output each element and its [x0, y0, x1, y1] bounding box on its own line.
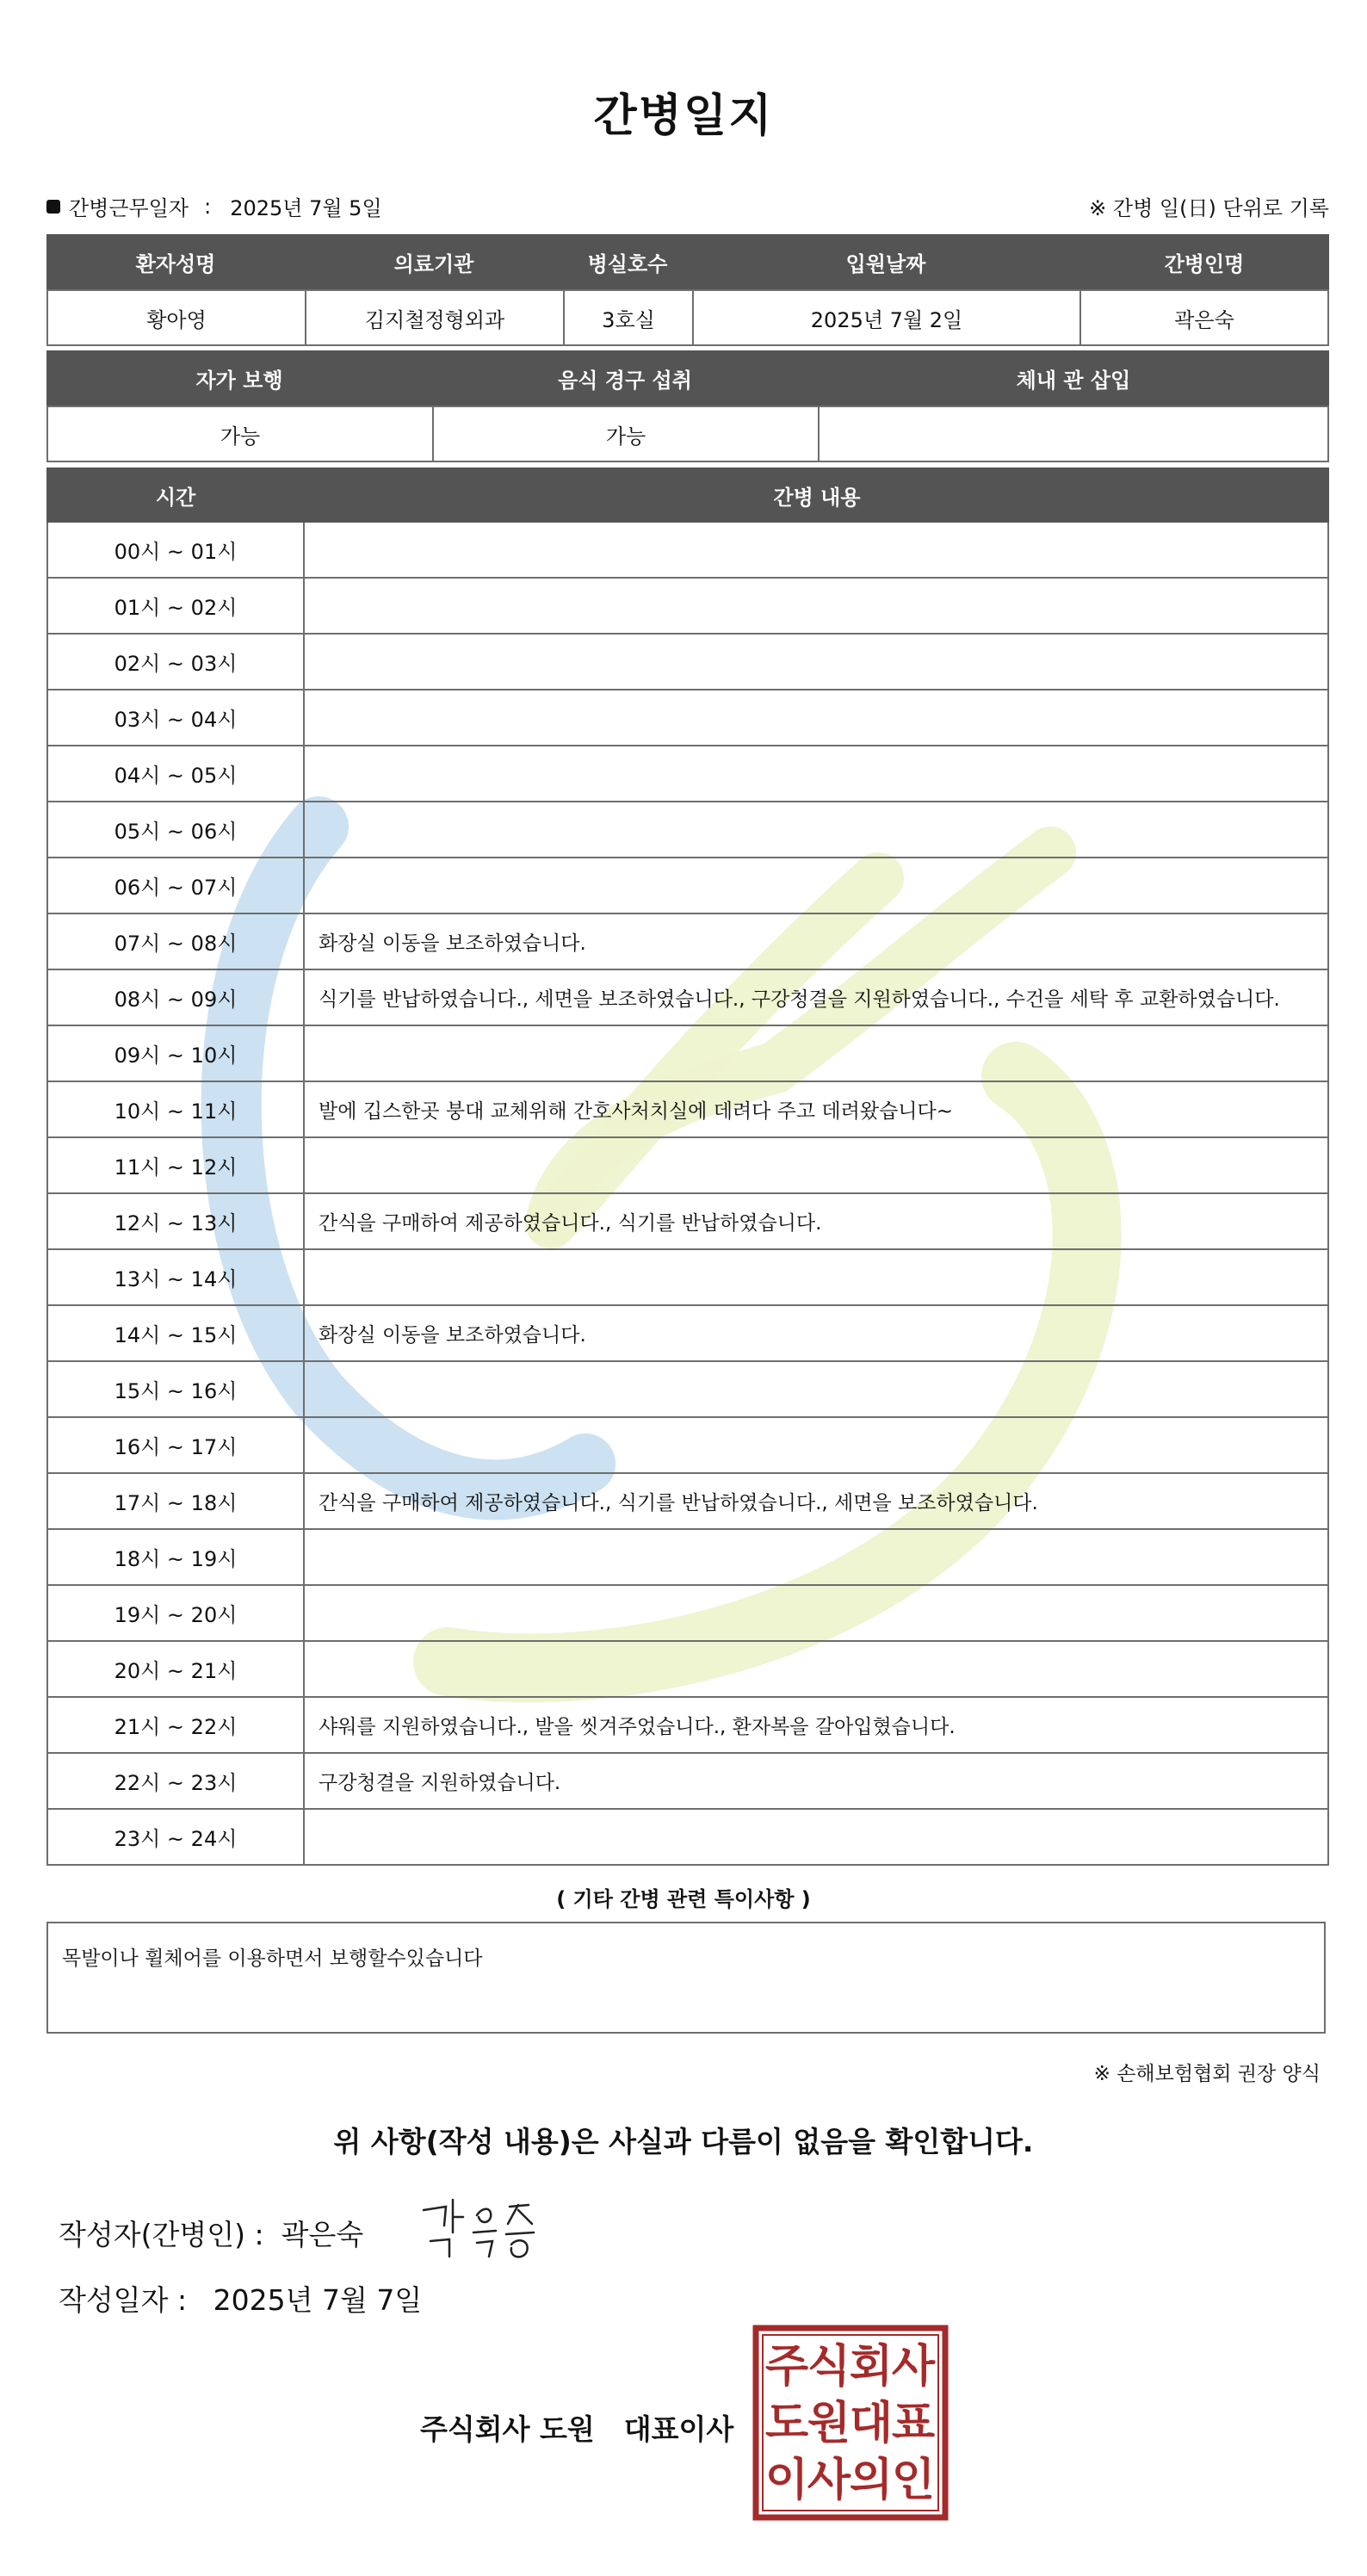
header-time: 시간: [46, 468, 305, 523]
care-content: [305, 690, 1329, 746]
time-slot: 15시 ~ 16시: [46, 1362, 305, 1418]
work-date-colon: :: [204, 194, 212, 219]
body-tube-value: [818, 406, 1329, 462]
care-log-row: [46, 1026, 1329, 1082]
care-log-row: [46, 1642, 1329, 1698]
care-content: 구강청결을 지원하였습니다.: [305, 1754, 1329, 1810]
time-slot: 19시 ~ 20시: [46, 1586, 305, 1642]
seal-character: 표: [891, 2398, 936, 2449]
time-slot: 10시 ~ 11시: [46, 1082, 305, 1138]
time-slot: 09시 ~ 10시: [46, 1026, 305, 1082]
header-self-walking: 자가 보행: [46, 350, 432, 406]
time-slot: 01시 ~ 02시: [46, 579, 305, 635]
patient-ability-table: [46, 350, 1329, 462]
seal-character: 사: [807, 2455, 851, 2506]
care-content: [305, 802, 1329, 858]
notes-title: ( 기타 간병 관련 특이사항 ): [556, 1887, 811, 1911]
hospital-value: 김지철정형외과: [305, 289, 563, 346]
admission-date-value: 2025년 7월 2일: [692, 289, 1079, 346]
patient-info-value-row: [46, 289, 1329, 346]
header-body-tube: 체내 관 삽입: [818, 350, 1329, 406]
care-content: [305, 1418, 1329, 1474]
care-content: 간식을 구매하여 제공하였습니다., 식기를 반납하였습니다.: [305, 1194, 1329, 1250]
time-slot: 00시 ~ 01시: [46, 523, 305, 579]
meta-row: [46, 191, 1329, 226]
header-admission-date: 입원날짜: [692, 234, 1079, 289]
time-slot: 08시 ~ 09시: [46, 970, 305, 1026]
care-content: [305, 1586, 1329, 1642]
care-content: [305, 1138, 1329, 1194]
time-slot: 20시 ~ 21시: [46, 1642, 305, 1698]
patient-info-header-row: [46, 234, 1329, 289]
insurance-form-note: ※ 손해보험협회 권장 양식: [1093, 2063, 1321, 2085]
time-slot: 04시 ~ 05시: [46, 746, 305, 802]
seal-character: 의: [849, 2455, 894, 2506]
care-log-row: [46, 1586, 1329, 1642]
care-content: 화장실 이동을 보조하였습니다.: [305, 914, 1329, 970]
time-slot: 03시 ~ 04시: [46, 690, 305, 746]
confirmation-statement: 위 사항(작성 내용)은 사실과 다름이 없음을 확인합니다.: [333, 2125, 1034, 2158]
author-label: 작성자(간병인) :: [59, 2218, 264, 2251]
header-hospital: 의료기관: [305, 234, 563, 289]
seal-character: 대: [849, 2398, 894, 2449]
time-slot: 18시 ~ 19시: [46, 1530, 305, 1586]
writing-date-label: 작성일자 :: [59, 2283, 188, 2317]
care-content: 발에 깁스한곳 붕대 교체위해 간호사처치실에 데려다 주고 데려왔습니다~: [305, 1082, 1329, 1138]
special-notes-box: 목발이나 휠체어를 이용하면서 보행할수있습니다: [46, 1922, 1326, 2034]
care-log-row: [46, 1530, 1329, 1586]
care-content: 식기를 반납하였습니다., 세면을 보조하였습니다., 구강청결을 지원하였습니다., 수건을 세탁 후 교환하였습니다.: [305, 970, 1329, 1026]
patient-info-table: [46, 234, 1329, 346]
time-slot: 21시 ~ 22시: [46, 1698, 305, 1754]
care-log-row: [46, 970, 1329, 1026]
seal-character: 원: [807, 2398, 851, 2449]
care-log-row: [46, 579, 1329, 635]
care-log-header-row: [46, 468, 1329, 523]
care-content: [305, 579, 1329, 635]
care-content: [305, 523, 1329, 579]
care-log-row: [46, 1138, 1329, 1194]
seal-character: 사: [891, 2341, 936, 2393]
care-log-row: [46, 1810, 1329, 1866]
seal-character: 회: [849, 2341, 894, 2393]
oral-intake-value: 가능: [432, 406, 818, 462]
header-room-number: 병실호수: [563, 234, 692, 289]
bullet-square-icon: [46, 200, 60, 214]
care-log-row: [46, 1698, 1329, 1754]
time-slot: 22시 ~ 23시: [46, 1754, 305, 1810]
care-content: [305, 1026, 1329, 1082]
care-content: [305, 635, 1329, 690]
care-log-row: [46, 1754, 1329, 1810]
company-line: [420, 2407, 733, 2448]
care-content: [305, 1362, 1329, 1418]
care-log-row: [46, 1418, 1329, 1474]
care-log-row: [46, 523, 1329, 579]
ability-header-row: [46, 350, 1329, 406]
caregiver-name-value: 곽은숙: [1079, 289, 1329, 346]
care-content: [305, 1642, 1329, 1698]
care-log-row: [46, 1194, 1329, 1250]
care-log-row: [46, 1250, 1329, 1306]
time-slot: 02시 ~ 03시: [46, 635, 305, 690]
care-log-row: [46, 802, 1329, 858]
self-walking-value: 가능: [46, 406, 432, 462]
time-slot: 14시 ~ 15시: [46, 1306, 305, 1362]
time-slot: 16시 ~ 17시: [46, 1418, 305, 1474]
care-log-row: [46, 858, 1329, 914]
company-seal-stamp: [752, 2325, 949, 2521]
time-slot: 12시 ~ 13시: [46, 1194, 305, 1250]
document-title: 간병일지: [593, 90, 774, 142]
care-log-body: [46, 523, 1329, 1866]
care-log-row: [46, 746, 1329, 802]
care-log-row: [46, 690, 1329, 746]
author-name: 곽은숙: [281, 2218, 364, 2251]
work-date-label: 간병근무일자: [69, 196, 189, 220]
time-slot: 13시 ~ 14시: [46, 1250, 305, 1306]
care-log-row: [46, 1362, 1329, 1418]
room-number-value: 3호실: [563, 289, 692, 346]
seal-character: 이: [764, 2455, 809, 2506]
care-log-row: [46, 914, 1329, 970]
time-slot: 17시 ~ 18시: [46, 1474, 305, 1530]
header-care-content: 간병 내용: [305, 468, 1329, 523]
author-line: [59, 2213, 363, 2253]
time-slot: 07시 ~ 08시: [46, 914, 305, 970]
seal-character: 인: [891, 2455, 936, 2506]
care-content: [305, 1530, 1329, 1586]
care-content: 샤워를 지원하였습니다., 발을 씻겨주었습니다., 환자복을 갈아입혔습니다.: [305, 1698, 1329, 1754]
care-content: 간식을 구매하여 제공하였습니다., 식기를 반납하였습니다., 세면을 보조하였습니다.: [305, 1474, 1329, 1530]
work-date-group: [46, 191, 382, 221]
company-name: 주식회사 도원: [420, 2412, 595, 2446]
care-content: [305, 1810, 1329, 1866]
care-log-row: [46, 1474, 1329, 1530]
header-caregiver-name: 간병인명: [1079, 234, 1329, 289]
header-oral-intake: 음식 경구 섭취: [432, 350, 818, 406]
care-content: 화장실 이동을 보조하였습니다.: [305, 1306, 1329, 1362]
care-log-row: [46, 1082, 1329, 1138]
daily-record-note: ※ 간병 일(日) 단위로 기록: [1089, 196, 1329, 220]
time-slot: 23시 ~ 24시: [46, 1810, 305, 1866]
ability-value-row: [46, 406, 1329, 462]
care-content: [305, 746, 1329, 802]
work-date-value: 2025년 7월 5일: [230, 196, 382, 220]
seal-character: 주: [764, 2341, 809, 2393]
seal-character: 도: [764, 2398, 809, 2449]
time-slot: 05시 ~ 06시: [46, 802, 305, 858]
seal-character: 식: [807, 2341, 851, 2393]
care-content: [305, 858, 1329, 914]
care-content: [305, 1250, 1329, 1306]
time-slot: 11시 ~ 12시: [46, 1138, 305, 1194]
patient-name-value: 황아영: [46, 289, 305, 346]
care-log-table: [46, 468, 1329, 1866]
handwritten-signature: [413, 2191, 551, 2269]
ceo-title: 대표이사: [623, 2412, 734, 2446]
care-log-row: [46, 635, 1329, 690]
writing-date-value: 2025년 7월 7일: [213, 2283, 423, 2317]
care-log-row: [46, 1306, 1329, 1362]
writing-date-line: [59, 2278, 422, 2319]
time-slot: 06시 ~ 07시: [46, 858, 305, 914]
header-patient-name: 환자성명: [46, 234, 305, 289]
